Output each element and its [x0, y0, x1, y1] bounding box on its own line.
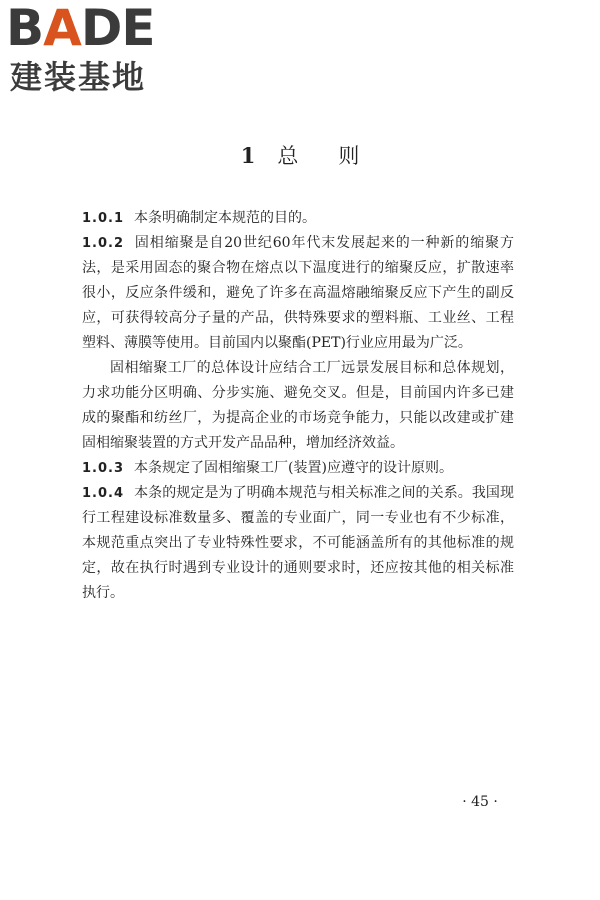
clause-number: 1.0.1 — [82, 211, 125, 226]
clause-text: 本条的规定是为了明确本规范与相关标准之间的关系。我国现行工程建设标准数量多、覆盖的专业面广，同一专业也有不少标准，本规范重点突出了专业特殊性要求，不可能涵盖所有的其他标准的规定，故在执行时遇到专业设计的通则要求时，还应按其他的相关标准执行。 — [82, 485, 514, 601]
chapter-title-char-1: 总 — [277, 144, 299, 168]
document-body — [82, 206, 514, 606]
clause-paragraph — [82, 231, 514, 356]
page-number: · 45 · — [462, 794, 498, 810]
chapter-title-char-2: 则 — [338, 144, 360, 168]
clause-text: 本条规定了固相缩聚工厂(装置)应遵守的设计原则。 — [134, 460, 453, 476]
logo-letter-accent: A — [43, 0, 81, 57]
publisher-logo — [6, 0, 176, 96]
clause-text: 固相缩聚是自20世纪60年代末发展起来的一种新的缩聚方法，是采用固态的聚合物在熔点以下温度进行的缩聚反应，扩散速率很小，反应条件缓和，避免了许多在高温熔融缩聚反应下产生的副反应，可获得较高分子量的产品，供特殊要求的塑料瓶、工业丝、工程塑料、薄膜等使用。目前国内以聚酯(PET)行业应用最为广泛。 — [82, 235, 514, 351]
paragraph-text: 固相缩聚工厂的总体设计应结合工厂远景发展目标和总体规划，力求功能分区明确、分步实施、避免交叉。但是，目前国内许多已建成的聚酯和纺丝厂，为提高企业的市场竞争能力，只能以改建或扩建固相缩聚装置的方式开发产品品种，增加经济效益。 — [82, 360, 514, 451]
clause-number: 1.0.4 — [82, 486, 125, 501]
logo-subtitle: 建装基地 — [10, 58, 147, 96]
chapter-heading — [0, 142, 600, 170]
logo-wordmark — [6, 0, 155, 57]
continuation-paragraph — [82, 356, 514, 456]
logo-letters-end: DE — [80, 0, 155, 57]
clause-paragraph — [82, 206, 514, 231]
clause-number: 1.0.2 — [82, 236, 125, 251]
clause-paragraph — [82, 481, 514, 606]
chapter-number: 1 — [240, 143, 256, 168]
clause-paragraph — [82, 456, 514, 481]
clause-number: 1.0.3 — [82, 461, 125, 476]
clause-text: 本条明确制定本规范的目的。 — [134, 210, 317, 226]
logo-letters-start: B — [6, 0, 44, 57]
